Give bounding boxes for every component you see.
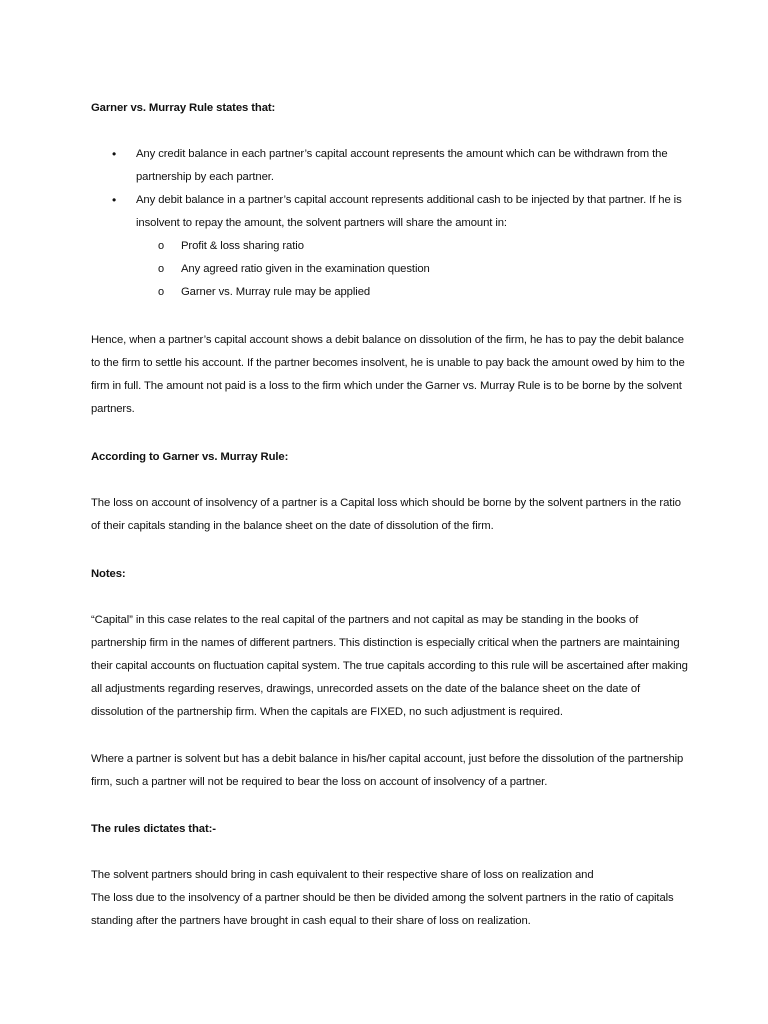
bullet-icon: • <box>112 193 117 207</box>
bullet-text: Any debit balance in a partner’s capital account represents additional cash to be injected by that partner. If he is insolvent to repay the amount, the solvent partners will share the amount in: <box>136 194 682 229</box>
bullet-list <box>91 143 691 304</box>
paragraph-capital-loss: The loss on account of insolvency of a partner is a Capital loss which should be borne by the solvent partners in the ratio of their capitals standing in the balance sheet on the date of dissolution of the firm. <box>91 497 681 532</box>
heading-garner-murray-rule: Garner vs. Murray Rule states that: <box>91 102 276 114</box>
sub-bullet-text: Garner vs. Murray rule may be applied <box>181 286 371 298</box>
circle-bullet-icon: o <box>158 286 165 298</box>
paragraph-hence: Hence, when a partner’s capital account shows a debit balance on dissolution of the firm, he has to pay the debit balance to the firm to settle his account. If the partner becomes insolvent, he is unable to pay back the amount owed by him to the firm in full. The amount not paid is a loss to the firm which under the Garner vs. Murray Rule is to be borne by the solvent partners. <box>91 334 685 415</box>
bullet-icon: • <box>112 147 117 161</box>
sub-bullet-list <box>91 235 691 304</box>
sub-bullet-item <box>91 235 691 258</box>
circle-bullet-icon: o <box>158 240 165 252</box>
heading-rules-dictate: The rules dictates that:- <box>91 823 216 835</box>
bullet-item-debit-balance <box>91 189 691 235</box>
heading-notes: Notes: <box>91 568 126 580</box>
sub-bullet-item <box>91 281 691 304</box>
paragraph-loss-divided: The loss due to the insolvency of a partner should be then be divided among the solvent partners in the ratio of capitals standing after the partners have brought in cash equal to their share of loss on realization. <box>91 892 674 927</box>
sub-bullet-text: Any agreed ratio given in the examination question <box>181 263 430 275</box>
paragraph-bring-cash: The solvent partners should bring in cash equivalent to their respective share of loss on realization and <box>91 869 594 881</box>
paragraph-solvent-partner: Where a partner is solvent but has a debit balance in his/her capital account, just before the dissolution of the partnership firm, such a partner will not be required to bear the loss on account of insolvency of a partner. <box>91 753 684 788</box>
heading-according-to-rule: According to Garner vs. Murray Rule: <box>91 451 289 463</box>
circle-bullet-icon: o <box>158 263 165 275</box>
paragraph-capital-definition: “Capital” in this case relates to the real capital of the partners and not capital as may be standing in the books of partnership firm in the names of different partners. This distinction is especially critical when the partners are maintaining their capital accounts on fluctuation capital system. The true capitals according to this rule will be ascertained after making all adjustments regarding reserves, drawings, unrecorded assets on the date of the balance sheet on the date of dissolution of the partnership firm. When the capitals are FIXED, no such adjustment is required. <box>91 614 688 718</box>
bullet-item-credit-balance <box>91 143 691 189</box>
bullet-text: Any credit balance in each partner’s capital account represents the amount which can be withdrawn from the partnership by each partner. <box>136 148 668 183</box>
sub-bullet-item <box>91 258 691 281</box>
sub-bullet-text: Profit & loss sharing ratio <box>181 240 304 252</box>
